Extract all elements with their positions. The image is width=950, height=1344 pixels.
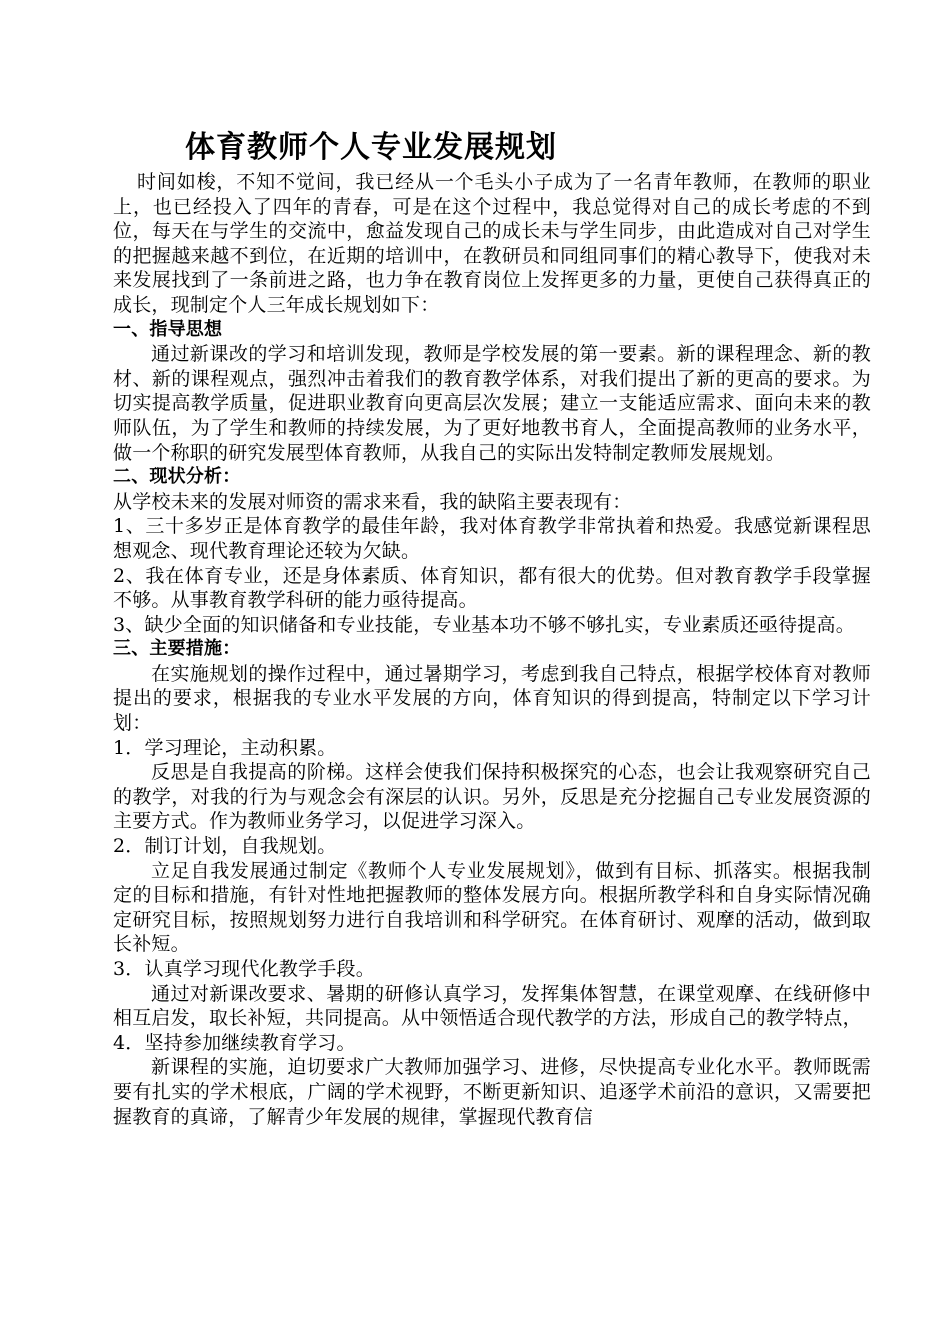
paragraph: 反思是自我提高的阶梯。这样会使我们保持积极探究的心态，也会让我观察研究自己的教学，对我的行为与观念会有深层的认识。另外，反思是充分挖掘自己专业发展资源的主要方式。作为教师业务学习，以促进学习深入。 xyxy=(113,761,871,833)
subheading: 2．制订计划，自我规划。 xyxy=(113,835,337,858)
document-title: 体育教师个人专业发展规划 xyxy=(185,130,557,165)
section-heading-guiding-thought: 一、指导思想 xyxy=(113,318,223,340)
paragraph: 在实施规划的操作过程中，通过暑期学习，考虑到我自己特点，根据学校体育对教师提出的要求，根据我的专业水平发展的方向，体育知识的得到提高，特制定以下学习计划： xyxy=(113,662,871,735)
paragraph: 通过新课改的学习和培训发现，教师是学校发展的第一要素。新的课程理念、新的教材、新的课程观点，强烈冲击着我们的教育教学体系，对我们提出了新的更高的要求。为切实提高教学质量，促进职业教育向更高层次发展；建立一支能适应需求、面向未来的教师队伍，为了学生和教师的持续发展，为了更好地教书育人，全面提高教师的业务水平，做一个称职的研究发展型体育教师，从我自己的实际出发特制定教师发展规划。 xyxy=(113,343,871,464)
section-heading-main-measures: 三、主要措施： xyxy=(113,638,241,660)
list-item: 3、缺少全面的知识储备和专业技能，专业基本功不够不够扎实，专业素质还亟待提高。 xyxy=(113,613,855,636)
document-body xyxy=(113,128,871,1129)
paragraph: 立足自我发展通过制定《教师个人专业发展规划》，做到有目标、抓落实。根据我制定的目标和措施，有针对性地把握教师的整体发展方向。根据所教学科和自身实际情况确定研究目标，按照规划努力进行自我培训和科学研究。在体育研讨、观摩的活动，做到取长补短。 xyxy=(113,859,871,956)
subheading: 3．认真学习现代化教学手段。 xyxy=(113,958,375,980)
paragraph: 通过对新课改要求、暑期的研修认真学习，发挥集体智慧，在课堂观摩、在线研修中相互启发，取长补短，共同提高。从中领悟适合现代教学的方法，形成自己的教学特点， xyxy=(113,982,871,1030)
subheading: 4．坚持参加继续教育学习。 xyxy=(113,1031,356,1054)
paragraph: 新课程的实施，迫切要求广大教师加强学习、进修，尽快提高专业化水平。教师既需要有扎实的学术根底，广阔的学术视野，不断更新知识、追逐学术前沿的意识，又需要把握教育的真谛，了解青少年发展的规律，掌握现代教育信 xyxy=(113,1056,871,1128)
subheading: 1．学习理论，主动积累。 xyxy=(113,736,337,759)
intro-paragraph: 时间如梭，不知不觉间，我已经从一个毛头小子成为了一名青年教师，在教师的职业上，也已经投入了四年的青春，可是在这个过程中，我总觉得对自己的成长考虑的不到位，每天在与学生的交流中，愈益发现自己的成长未与学生同步，由此造成对自己对学生的把握越来越不到位，在近期的培训中，在教研员和同组同事们的精心教导下，使我对未来发展找到了一条前进之路，也力争在教育岗位上发挥更多的力量，更使自己获得真正的成长，现制定个人三年成长规划如下： xyxy=(113,171,871,316)
paragraph: 从学校未来的发展对师资的需求来看，我的缺陷主要表现有： xyxy=(113,490,632,513)
section-heading-status-analysis: 二、现状分析： xyxy=(113,466,241,488)
list-item: 2、我在体育专业，还是身体素质、体育知识，都有很大的优势。但对教育教学手段掌握不够。从事教育教学科研的能力亟待提高。 xyxy=(113,564,871,612)
list-item: 1、三十多岁正是体育教学的最佳年龄，我对体育教学非常执着和热爱。我感觉新课程思想观念、现代教育理论还较为欠缺。 xyxy=(113,515,871,562)
